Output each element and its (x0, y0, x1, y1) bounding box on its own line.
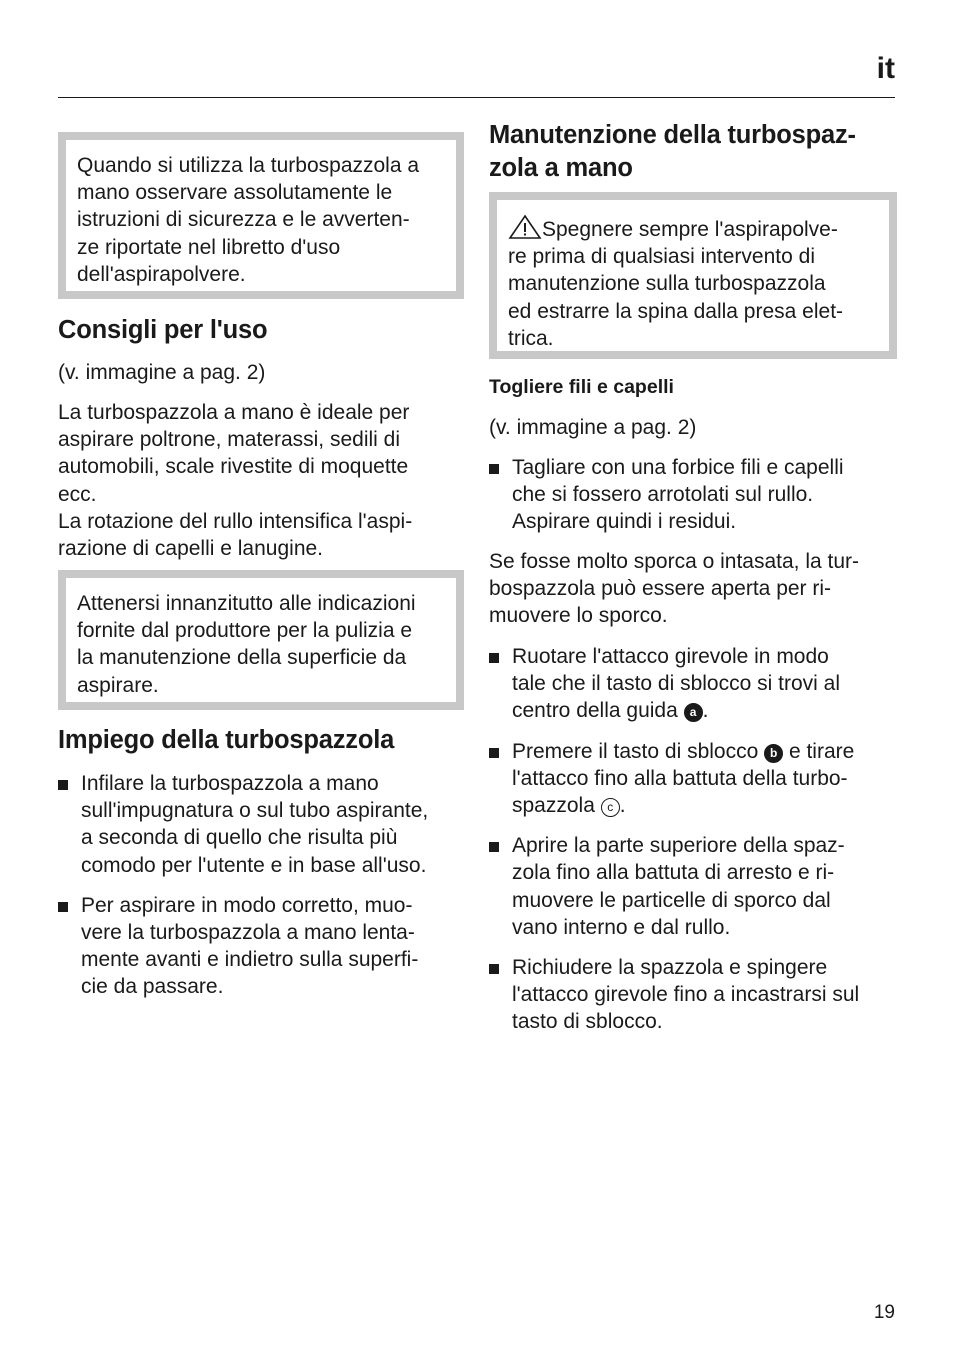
heading-manutenzione (489, 119, 897, 185)
heading-impiego: Impiego della turbospazzola (58, 726, 395, 754)
cut-bullet-list (489, 454, 897, 536)
language-label: it (876, 52, 895, 85)
paragraph-line: La turbospazzola a mano è ideale per (58, 401, 410, 424)
list-item-text: centro della guida (512, 699, 684, 723)
list-item (58, 770, 464, 879)
note-line: Attenersi innanzitutto alle indicazioni (77, 592, 416, 615)
bullet-square-icon (58, 902, 68, 912)
bullet-square-icon (489, 842, 499, 852)
list-item-text: Premere il tasto di sblocco (512, 739, 765, 763)
usage-paragraph (58, 399, 464, 562)
warning-box (489, 192, 897, 359)
bullet-square-icon (489, 748, 499, 758)
marker-b-icon: b (764, 744, 783, 763)
list-item (489, 738, 897, 820)
note-line: aspirare. (77, 673, 159, 697)
bullet-square-icon (489, 653, 499, 663)
marker-a-icon: a (684, 703, 703, 722)
list-item (489, 643, 897, 725)
warning-line: trica. (508, 326, 554, 350)
paragraph-line: bospazzola può essere aperta per ri- (489, 577, 832, 601)
list-item (489, 832, 897, 941)
list-item-line: vano interno e dal rullo. (512, 915, 731, 939)
warning-line: manutenzione sulla turbospazzola (508, 272, 826, 296)
note-line: ze riportate nel libretto d'uso (77, 235, 341, 259)
list-item-line: tasto di sblocco. (512, 1010, 663, 1034)
note-line: istruzioni di sicurezza e le avverten- (77, 208, 410, 232)
note-line: dell'aspirapolvere. (77, 262, 246, 286)
warning-line: re prima di qualsiasi intervento di (508, 245, 815, 269)
paragraph-line: Se fosse molto sporca o intasata, la tur- (489, 550, 860, 573)
heading-line: Manutenzione della turbospaz- (489, 121, 856, 149)
usage-bullet-list (58, 770, 464, 1001)
page-reference: (v. immagine a pag. 2) (58, 361, 266, 384)
warning-line: ed estrarre la spina dalla presa elet- (508, 299, 844, 323)
list-item-line: cie da passare. (81, 975, 224, 999)
list-item-line: vere la turbospazzola a mano lenta- (81, 921, 415, 945)
list-item-line: Aprire la parte superiore della spaz- (512, 834, 845, 858)
marker-c-icon: c (601, 798, 620, 817)
list-item-line: comodo per l'utente e in base all'uso. (81, 853, 427, 877)
header-rule (58, 97, 895, 98)
page-number: 19 (873, 1302, 895, 1323)
list-item-text: spazzola (512, 794, 601, 818)
list-item (489, 454, 897, 536)
list-item-line: che si fossero arrotolati sul rullo. (512, 483, 814, 507)
bullet-square-icon (58, 780, 68, 790)
list-item-line: Infilare la turbospazzola a mano (81, 772, 379, 795)
list-item-line: Tagliare con una forbice fili e capelli (512, 456, 844, 479)
list-item (489, 954, 897, 1036)
list-item-line: centro della guida a . (512, 699, 709, 723)
note-line: fornite dal produttore per la pulizia e (77, 619, 413, 643)
paragraph-line: aspirare poltrone, materassi, sedili di (58, 428, 400, 452)
list-item-line: zola fino alla battuta di arresto e ri- (512, 861, 835, 885)
list-item-line: a seconda di quello che risulta più (81, 826, 398, 850)
dirty-paragraph (489, 548, 897, 630)
list-item-line: tale che il tasto di sblocco si trovi al (512, 672, 840, 696)
paragraph-line: muovere lo sporco. (489, 604, 668, 628)
list-item (58, 892, 464, 1001)
surface-note-box (58, 570, 464, 710)
heading-togliere: Togliere fili e capelli (489, 376, 674, 398)
maintenance-bullet-list (489, 643, 897, 1036)
page-reference: (v. immagine a pag. 2) (489, 416, 697, 439)
paragraph-line: razione di capelli e lanugine. (58, 537, 324, 561)
list-item-line: Ruotare l'attacco girevole in modo (512, 645, 829, 668)
list-item-line: l'attacco girevole fino a incastrarsi sul (512, 983, 860, 1007)
note-line: mano osservare assolutamente le (77, 181, 393, 205)
note-line: Quando si utilizza la turbospazzola a (77, 154, 420, 177)
list-item-line: Richiudere la spazzola e spingere (512, 956, 828, 980)
paragraph-line: ecc. (58, 482, 97, 506)
list-item-line: sull'impugnatura o sul tubo aspirante, (81, 799, 429, 823)
heading-line: zola a mano (489, 154, 633, 182)
safety-note-box (58, 132, 464, 299)
list-item-line: l'attacco fino alla battuta della turbo- (512, 766, 848, 790)
list-item-text: e tirare (783, 739, 855, 763)
paragraph-line: La rotazione del rullo intensifica l'aspi- (58, 509, 413, 533)
list-item-line: Aspirare quindi i residui. (512, 510, 737, 534)
list-item-line: spazzola c . (512, 794, 626, 818)
paragraph-line: automobili, scale rivestite di moquette (58, 455, 409, 479)
warning-triangle-icon (508, 214, 542, 240)
heading-consigli: Consigli per l'uso (58, 316, 268, 344)
bullet-square-icon (489, 464, 499, 474)
list-item-line: Per aspirare in modo corretto, muo- (81, 893, 413, 917)
note-line: la manutenzione della superficie da (77, 646, 407, 670)
warning-line (508, 214, 879, 243)
warning-text: Spegnere sempre l'aspirapolve- (542, 218, 838, 241)
list-item-line (512, 738, 897, 765)
list-item-line: mente avanti e indietro sulla superfi- (81, 948, 419, 972)
bullet-square-icon (489, 964, 499, 974)
list-item-line: muovere le particelle di sporco dal (512, 888, 831, 912)
